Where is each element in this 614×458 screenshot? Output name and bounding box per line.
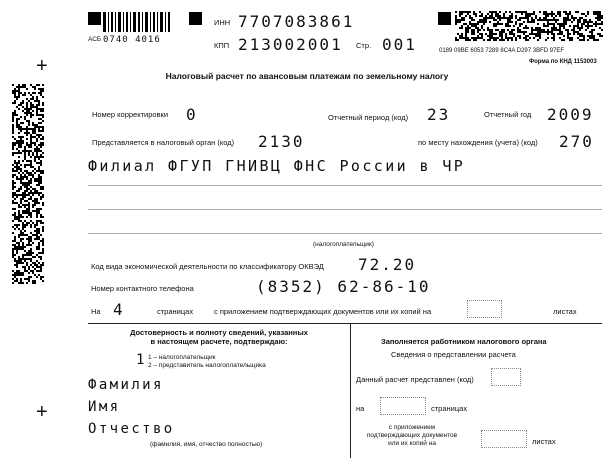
first-name: Имя [88,399,121,415]
phone-label: Номер контактного телефона [91,284,194,293]
confirm-heading [88,328,350,346]
location-value: 270 [559,132,594,151]
name-line [88,185,602,186]
surname: Фамилия [88,377,164,393]
office-pages-label: страницах [431,404,468,413]
office-on-label: на [356,404,365,413]
left-vertical-barcode [12,84,44,284]
inn-value: 7707083861 [238,12,355,31]
period-label: Отчетный период (код) [328,113,409,122]
section-divider [88,323,602,324]
sheets-text: листах [553,307,577,316]
authority-value: 2130 [258,132,305,151]
submitted-label: Данный расчет представлен (код) [356,375,474,384]
office-pages-cells[interactable] [380,397,426,415]
column-divider [350,323,351,458]
signer-option-1: 1 – налогоплательщик [148,354,216,361]
form-title: Налоговый расчет по авансовым платежам по земельному налогу [165,71,449,81]
name-line [88,209,602,210]
okved-value: 72.20 [358,255,417,274]
top-right-2d-barcode [455,11,603,41]
office-attach-text [352,424,472,448]
barcode-number: 0189 09BE 6053 7289 8C4A D297 3BFD 97EF [439,48,565,54]
registration-mark: + [36,401,48,423]
signer-option-2: 2 – представитель налогоплательщика [148,362,266,369]
confirm-heading-line2: в настоящем расчете, подтверждаю: [150,337,288,346]
taxpayer-caption: (налогоплательщик) [313,241,374,248]
location-label: по месту нахождения (учета) (код) [418,138,538,147]
pages-cells [110,300,156,318]
correction-value: 0 [186,105,198,124]
left-code: АСБ [88,36,102,43]
office-attach-line2: подтверждающих документов [366,432,458,439]
corner-marker [438,12,451,25]
kpp-label: КПП [214,41,230,50]
sheets-cells[interactable] [467,300,502,318]
attachment-text: с приложением подтверждающих документов или их копий на [214,307,432,316]
on-label: На [91,307,101,316]
submitted-code-cells[interactable] [491,368,521,386]
office-sheets-label: листах [532,437,556,446]
office-attach-line3: или их копий на [388,440,436,447]
period-value: 23 [427,105,451,124]
office-attach-line1: с приложением [388,424,436,431]
taxpayer-name: Филиал ФГУП ГНИВЦ ФНС России в ЧР [88,157,466,175]
registration-mark: + [36,55,48,77]
left-number: 0740 4016 [103,35,161,45]
inn-label: ИНН [214,18,231,27]
page-value: 001 [382,35,417,54]
office-heading: Заполняется работником налогового органа [381,337,547,346]
year-value: 2009 [547,105,594,124]
name-line [88,233,602,234]
phone-value: (8352) 62-86-10 [256,277,431,296]
confirm-heading-line1: Достоверность и полноту сведений, указанных [130,328,308,337]
corner-marker [88,12,101,25]
page-label: Стр. [356,41,372,50]
corner-marker [189,12,202,25]
okved-label: Код вида экономической деятельности по классификатору ОКВЭД [91,262,324,271]
pages-value: 4 [113,300,125,319]
patronymic: Отчество [88,421,175,437]
year-label: Отчетный год [484,110,532,119]
kpp-value: 213002001 [238,35,343,54]
office-subheading: Сведения о представлении расчета [391,350,516,359]
fio-caption: (фамилия, имя, отчество полностью) [150,441,263,448]
form-code: Форма по КНД 1153003 [529,59,597,65]
correction-label: Номер корректировки [92,110,169,119]
office-sheets-cells[interactable] [481,430,527,448]
small-barcode [103,12,173,32]
signer-code: 1 [136,352,145,368]
authority-label: Представляется в налоговый орган (код) [92,138,235,147]
pages-text: страницах [157,307,194,316]
